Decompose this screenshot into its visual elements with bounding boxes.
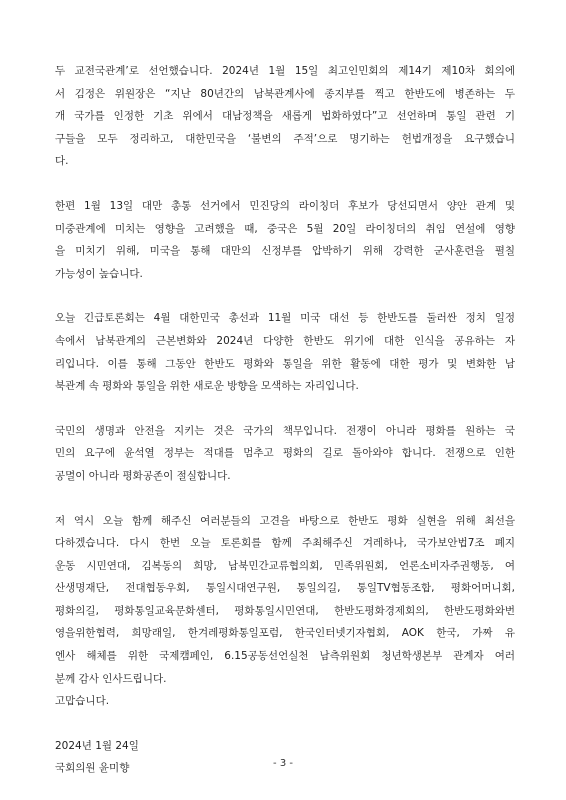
text-line: 한편 1월 13일 대만 총통 선거에서 민진당의 라이칭더 후보가 당선되면서 양안 관계 및 — [55, 199, 515, 212]
text-line: 오늘 긴급토론회는 4월 대한민국 총선과 11월 미국 대선 등 한반도를 둘러싼 정치 일정 — [55, 312, 515, 325]
paragraph-2 — [55, 195, 515, 285]
closing-date: 2024년 1월 24일 — [55, 739, 139, 752]
text-line: 운동 시민연대, 김복동의 희망, 남북민간교류협의회, 민족위원회, 언론소비자주권행동, 여 — [55, 559, 515, 572]
text-line: 을 미치기 위해, 미국을 통해 대만의 신정부를 압박하기 위해 강력한 군사훈련을 펼칠 — [55, 245, 515, 258]
text-line: 개 국가를 인정한 기초 위에서 대남정책을 새롭게 법화하였다”고 선언하며 통일 관련 기 — [55, 110, 515, 123]
text-line: 두 교전국관계’로 선언했습니다. 2024년 1월 15일 최고인민회의 제14기 제10차 회의에 — [55, 65, 515, 77]
signature: 국회의원 윤미향 — [55, 762, 130, 775]
paragraph-gap — [55, 285, 515, 307]
text-line: 리입니다. 이를 통해 그동안 한반도 평화와 통일을 위한 활동에 대한 평가 및 변화한 남 — [55, 357, 515, 370]
text-line: 고맙습니다. — [55, 695, 110, 708]
text-line: 민의 요구에 윤석열 정부는 적대를 멈추고 평화의 길로 돌아와야 합니다. 전쟁으로 인한 — [55, 447, 515, 460]
page-number: - 3 - — [273, 758, 293, 769]
text-line: 속에서 남북관계의 근본변화와 2024년 다양한 한반도 위기에 대한 인식을 공유하는 자 — [55, 334, 515, 347]
text-line: 산생명재단, 전대협동우회, 통일시대연구원, 통일의길, 통일TV협동조합, 평화어머니회, — [55, 582, 515, 595]
text-line: 미중관계에 미치는 영향을 고려했을 때, 중국은 5월 20일 라이칭더의 취임 연설에 영향 — [55, 222, 515, 235]
text-line: 다하겠습니다. 다시 한번 오늘 토론회를 함께 주최해주신 겨레하나, 국가보안법7조 폐지 — [55, 537, 515, 550]
text-line: 서 김정은 위원장은 “지난 80년간의 남북관계사에 종지부를 찍고 한반도에 병존하는 두 — [55, 87, 515, 100]
text-line: 다. — [55, 155, 69, 168]
text-line: 가능성이 높습니다. — [55, 267, 143, 280]
text-line: 저 역시 오늘 함께 해주신 여러분들의 고견을 바탕으로 한반도 평화 실현을 위해 최선을 — [55, 514, 515, 527]
text-line: 공멸이 아니라 평화공존이 절실합니다. — [55, 469, 231, 482]
text-line: 국민의 생명과 안전을 지키는 것은 국가의 책무입니다. 전쟁이 아니라 평화를 원하는 국 — [55, 424, 515, 437]
text-line: 영을위한협력, 희망래일, 한겨레평화통일포럼, 한국인터넷기자협회, AOK 한국, 가짜 유 — [55, 627, 515, 640]
paragraph-1 — [55, 60, 515, 173]
paragraph-gap — [55, 398, 515, 420]
text-line: 엔사 해체를 위한 국제캠페인, 6.15공동선언실천 남측위원회 청년학생본부 관계자 여러 — [55, 650, 515, 663]
paragraph-3 — [55, 307, 515, 397]
paragraph-gap — [55, 173, 515, 195]
paragraph-gap — [55, 713, 515, 735]
text-line: 북관계 속 평화와 통일을 위한 새로운 방향을 모색하는 자리입니다. — [55, 380, 359, 393]
paragraph-5 — [55, 510, 515, 713]
paragraph-4 — [55, 420, 515, 488]
text-line: 평화의길, 평화통일교육문화센터, 평화통일시민연대, 한반도평화경제회의, 한반도평화와번 — [55, 604, 515, 617]
document-body — [55, 60, 515, 780]
paragraph-gap — [55, 488, 515, 510]
text-line: 구들을 모두 정리하고, 대한민국을 ‘불변의 주적’으로 명기하는 헌법개정을 요구했습니 — [55, 132, 515, 145]
text-line: 분께 감사 인사드립니다. — [55, 672, 167, 685]
